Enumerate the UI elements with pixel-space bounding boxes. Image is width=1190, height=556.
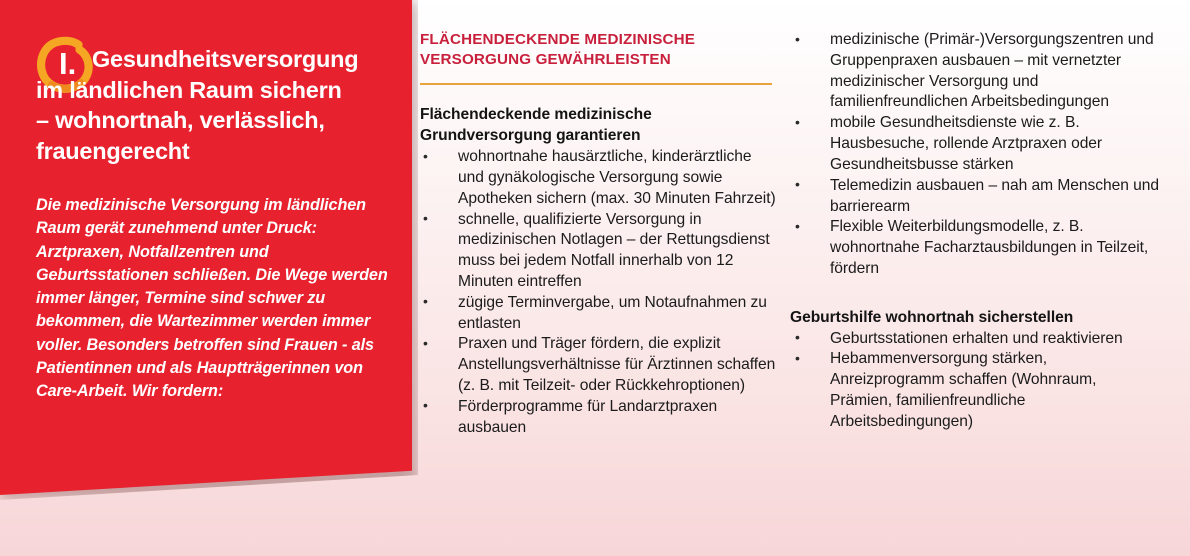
- middle-bullet-list: [420, 147, 780, 438]
- title-line-1: Gesundheitsversorgung: [92, 46, 359, 72]
- panel-content: [36, 44, 408, 403]
- middle-column: [420, 30, 780, 438]
- title-line-2: im ländlichen Raum sichern: [36, 76, 342, 103]
- page-title: [36, 44, 408, 166]
- list-item: • Flexible Weiterbildungsmodelle, z. B. wohnortnahe Facharztausbildungen in Teilzeit, fördern: [790, 217, 1162, 279]
- list-item: • medizinische (Primär-)Versorgungszentren und Gruppenpraxen ausbauen – mit vernetzter medizinischer Versorgung und familienfreundlichen Arbeitsbedingungen: [790, 30, 1162, 113]
- right-bullet-list-geburtshilfe: [790, 329, 1162, 433]
- section-heading: FLÄCHENDECKENDE MEDIZINISCHE VERSORGUNG GEWÄHRLEISTEN: [420, 31, 696, 69]
- right-bullet-list-continued: [790, 30, 1162, 280]
- list-item: • Geburtsstationen erhalten und reaktivieren: [790, 329, 1162, 350]
- left-red-panel: [0, 0, 430, 510]
- list-item: • Hebammenversorgung stärken, Anreizprogramm schaffen (Wohnraum, Prämien, familienfreundliche Arbeitsbedingungen): [790, 349, 1162, 432]
- roman-numeral: I.: [59, 46, 77, 81]
- subheading-geburtshilfe: Geburtshilfe wohnortnah sicherstellen: [790, 308, 1074, 326]
- list-item: • wohnortnahe hausärztliche, kinderärztliche und gynäkologische Versorgung sowie Apotheken sichern (max. 30 Minuten Fahrzeit): [420, 147, 780, 209]
- list-item: • Förderprogramme für Landarztpraxen ausbauen: [420, 397, 780, 439]
- panel-lead-paragraph: Die medizinische Versorgung im ländlichen Raum gerät zunehmend unter Druck: Arztpraxen, Notfallzentren und Geburtsstationen schließen. Die Wege werden immer länger, Termine sind schwer zu bekommen, die Wartezimmer werden immer voller. Besonders betroffen sind Frauen - als Patientinnen und als Hauptträgerinnen von Care-Arbeit. Wir fordern:: [36, 196, 388, 401]
- subheading-grundversorgung: Flächendeckende medizinische Grundversorgung garantieren: [420, 106, 652, 145]
- list-item: • Praxen und Träger fördern, die explizit Anstellungsverhältnisse für Ärztinnen schaffen (z. B. mit Teilzeit- oder Rückkehroptionen): [420, 334, 780, 396]
- title-line-3: – wohnortnah, verlässlich,: [36, 107, 325, 134]
- right-column: [790, 30, 1162, 433]
- title-block: [36, 44, 408, 166]
- heading-rule: [420, 83, 772, 85]
- list-item: • Telemedizin ausbauen – nah am Menschen und barrierearm: [790, 176, 1162, 218]
- list-item: • schnelle, qualifizierte Versorgung in medizinischen Notlagen – der Rettungsdienst muss bei jedem Notfall innerhalb von 12 Minuten eintreffen: [420, 210, 780, 293]
- list-item: • zügige Terminvergabe, um Notaufnahmen zu entlasten: [420, 293, 780, 335]
- list-item: • mobile Gesundheitsdienste wie z. B. Hausbesuche, rollende Arztpraxen oder Gesundheitsbusse stärken: [790, 113, 1162, 175]
- title-line-4: frauengerecht: [36, 137, 190, 164]
